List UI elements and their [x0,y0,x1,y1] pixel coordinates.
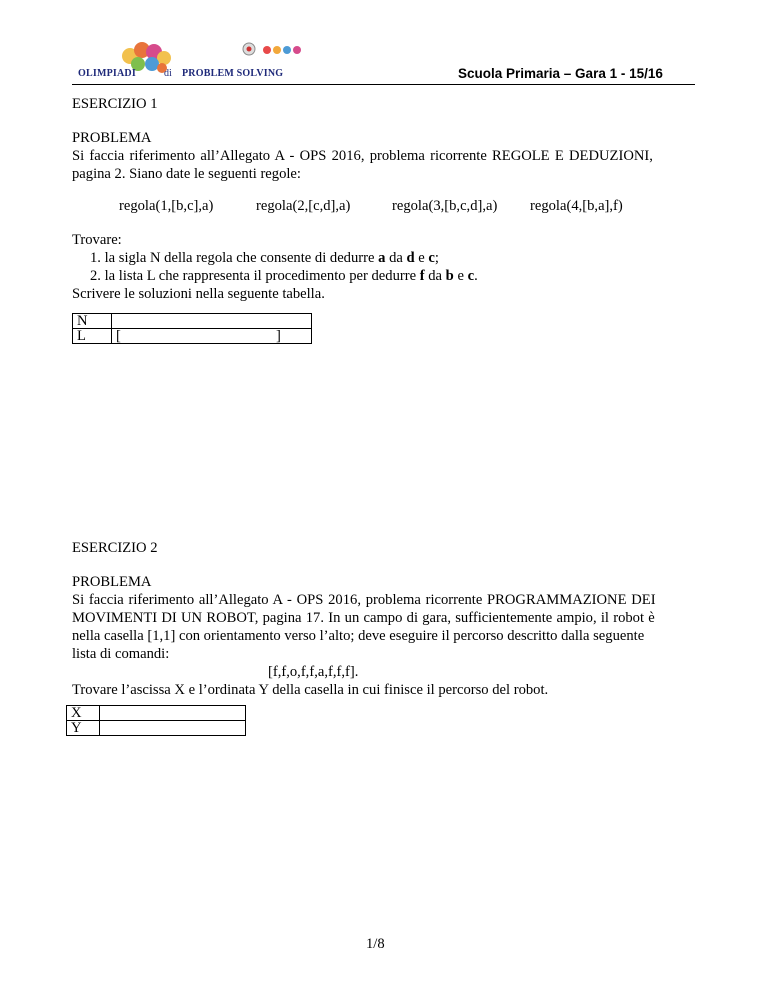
table-row [73,329,312,344]
answer-cell-n[interactable] [112,314,312,329]
page-number: 1/8 [366,936,385,952]
list-close-bracket: ] [276,328,281,344]
rule-2: regola(2,[c,d],a) [256,198,351,214]
row-label-y: Y [67,721,100,736]
ex2-commands: [f,f,o,f,f,a,f,f,f]. [268,664,359,680]
ex1-heading: ESERCIZIO 1 [72,96,158,112]
ex2-line2: MOVIMENTI DI UN ROBOT, pagina 17. In un campo di gara, sufficientemente ampio, il robot è [72,610,655,626]
ex2-heading: ESERCIZIO 2 [72,540,158,556]
ex1-item-2: 2. la lista L che rappresenta il procedimento per dedurre f da b e c. [90,268,478,284]
ex1-intro-line1: Si faccia riferimento all’Allegato A - OPS 2016, problema ricorrente REGOLE E DEDUZIONI, [72,148,653,164]
table-row [67,706,246,721]
emblem-icon [242,42,256,56]
ex1-write-instruction: Scrivere le soluzioni nella seguente tabella. [72,286,325,302]
rule-3: regola(3,[b,c,d],a) [392,198,498,214]
answer-cell-x[interactable] [100,706,246,721]
ex1-find-label: Trovare: [72,232,122,248]
logo-text-left: OLIMPIADI [78,68,136,79]
ex2-line4: lista di comandi: [72,646,170,662]
header-title: Scuola Primaria – Gara 1 - 15/16 [458,66,663,81]
logo-text-di: di [164,68,172,79]
ex2-line3: nella casella [1,1] con orientamento verso l’alto; deve eseguire il percorso descritto dalla seguente [72,628,645,644]
ex1-item-1: 1. la sigla N della regola che consente di dedurre a da d e c; [90,250,439,266]
ex2-answer-table [66,705,246,736]
row-label-l: L [73,329,112,344]
ex2-line1: Si faccia riferimento all’Allegato A - OPS 2016, problema ricorrente PROGRAMMAZIONE DEI [72,592,656,608]
rule-1: regola(1,[b,c],a) [119,198,214,214]
answer-cell-y[interactable] [100,721,246,736]
table-row [67,721,246,736]
list-open-bracket: [ [116,328,121,344]
answer-cell-l[interactable] [112,329,312,344]
row-label-x: X [67,706,100,721]
ex2-problem-label: PROBLEMA [72,574,152,590]
ex1-problem-label: PROBLEMA [72,130,152,146]
header-rule [72,84,695,85]
row-label-n: N [73,314,112,329]
rule-4: regola(4,[b,a],f) [530,198,623,214]
ex1-answer-table [72,313,312,344]
table-row [73,314,312,329]
logo-text-right: PROBLEM SOLVING [182,68,284,79]
ops-logo [78,40,308,82]
ex1-intro-line2: pagina 2. Siano date le seguenti regole: [72,166,301,182]
ex2-find: Trovare l’ascissa X e l’ordinata Y della casella in cui finisce il percorso del robot. [72,682,549,698]
miur-logo-icon [262,44,312,56]
